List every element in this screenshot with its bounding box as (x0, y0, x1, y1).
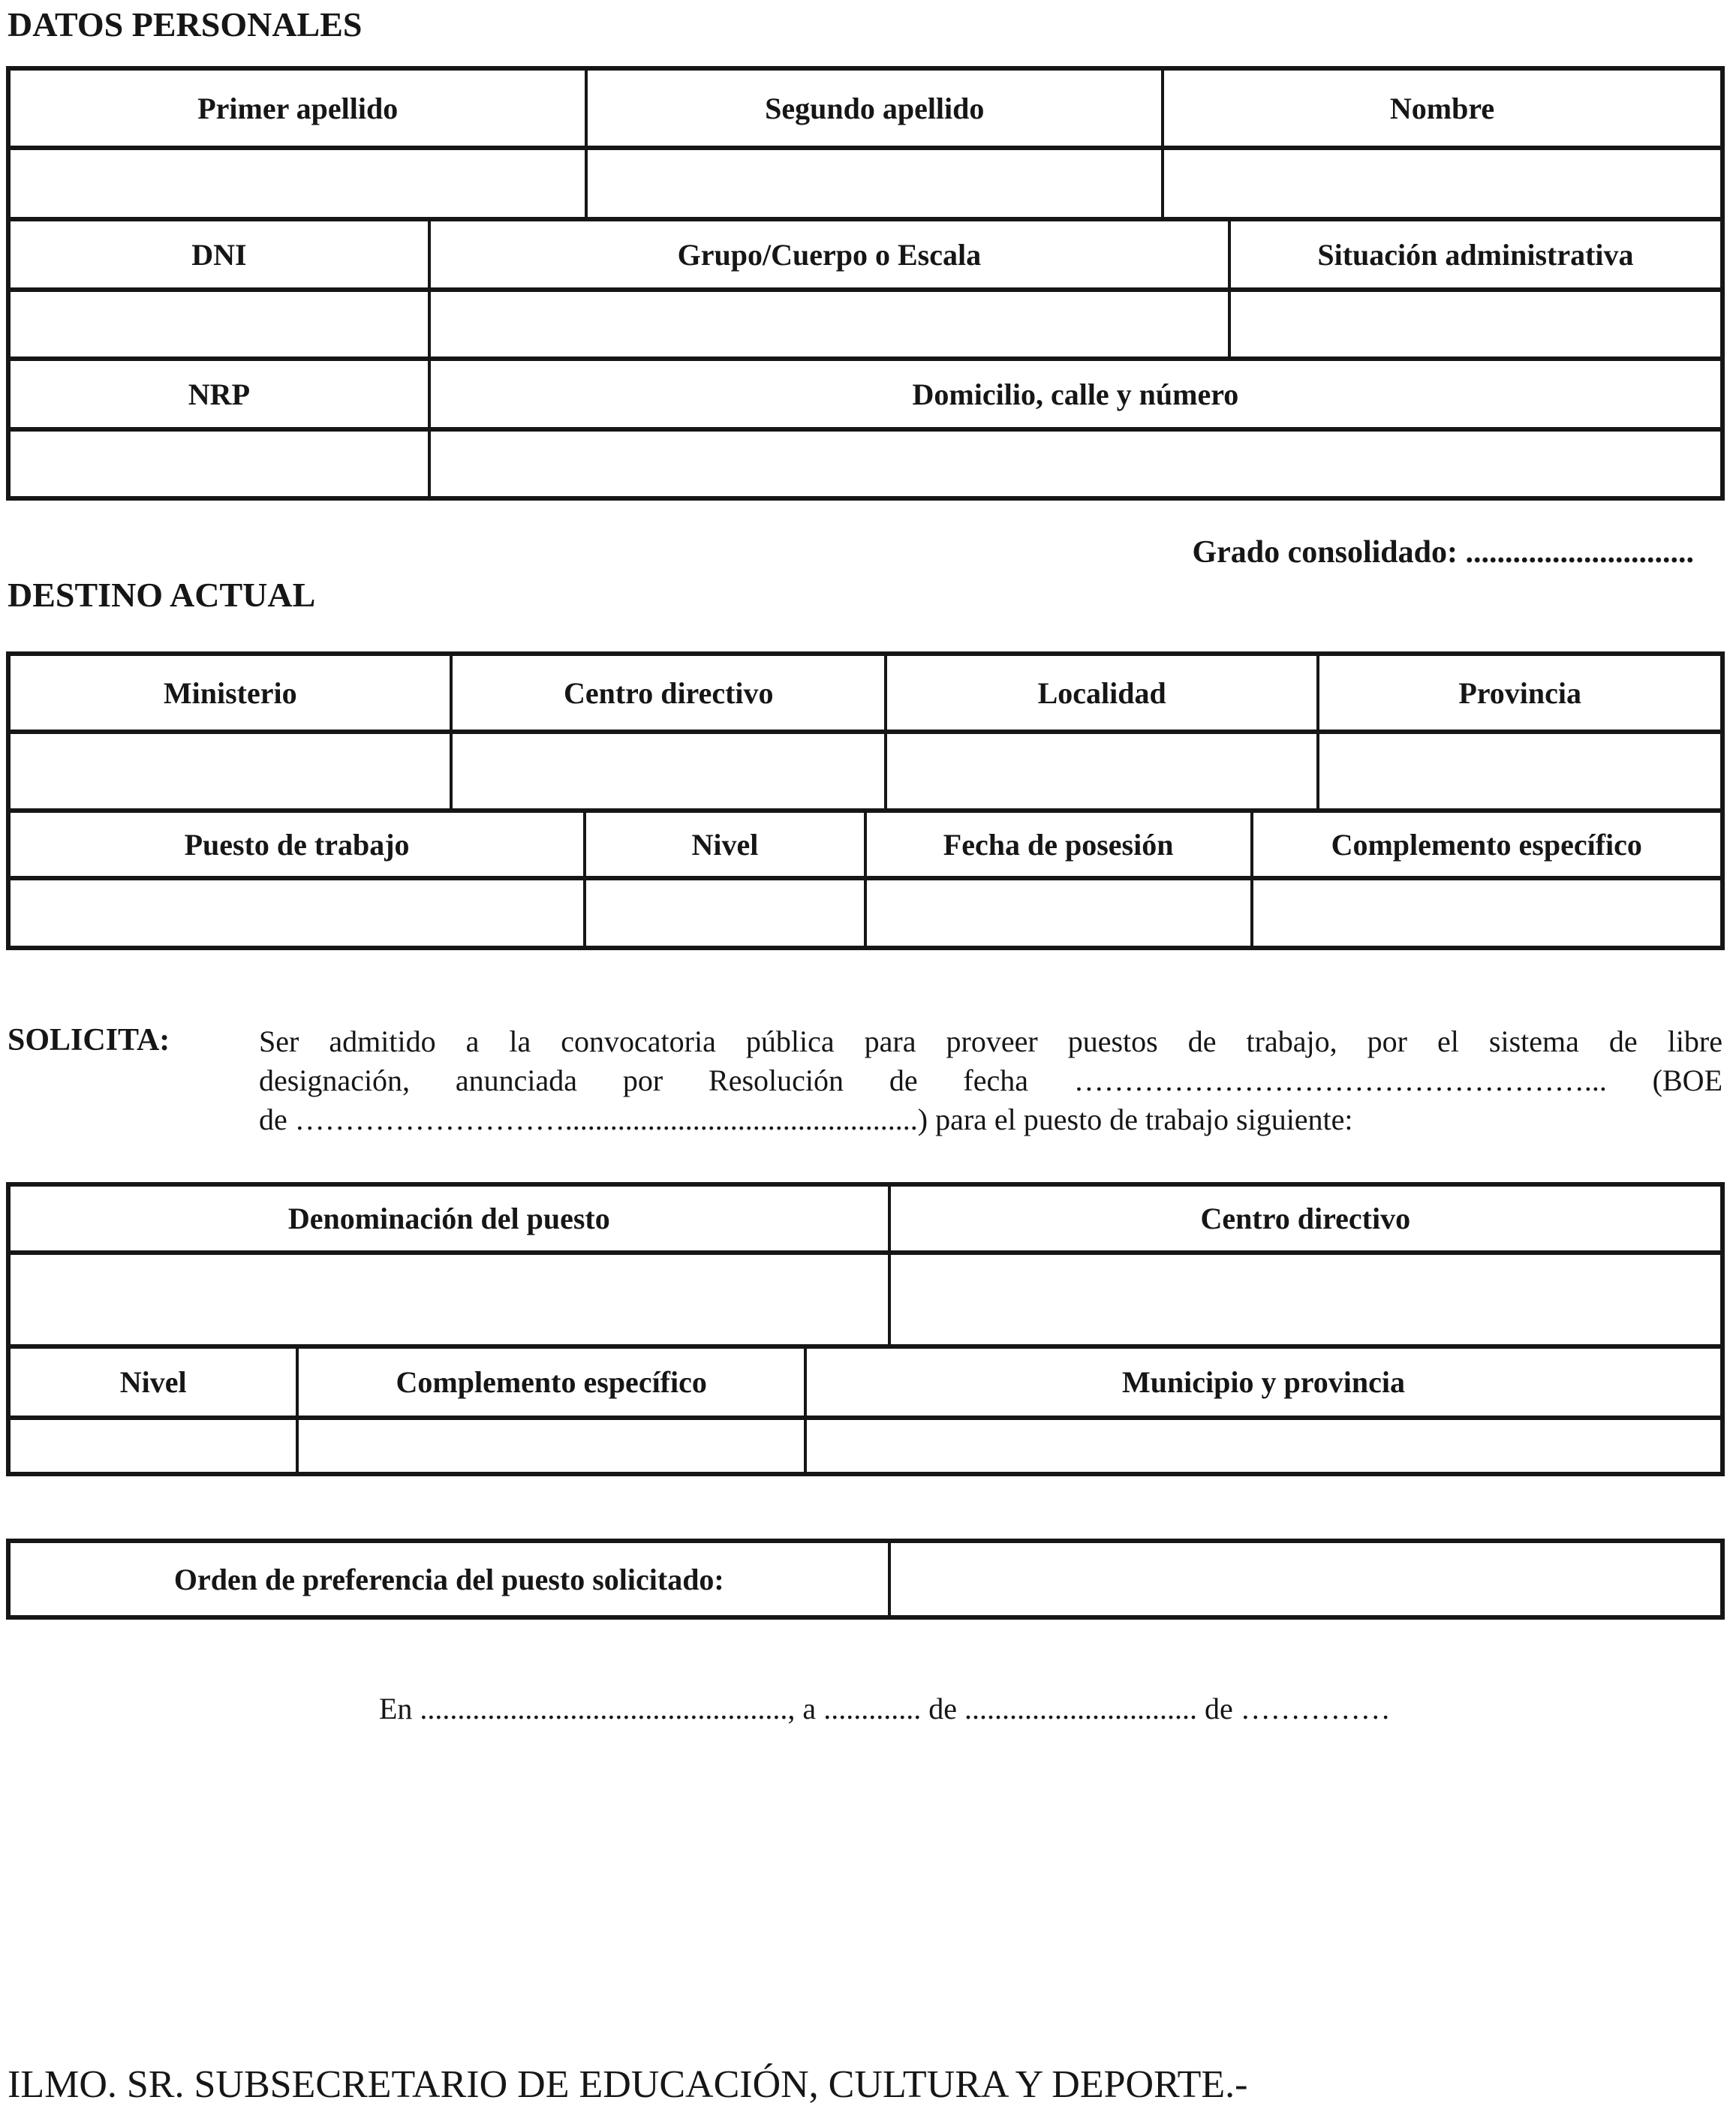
field-centro-directivo-solicitado[interactable] (888, 1255, 1720, 1344)
table-row (11, 146, 1720, 217)
section-title-destino-actual: DESTINO ACTUAL (8, 576, 316, 614)
header-label: Ministerio (163, 675, 297, 710)
header-label: Nivel (119, 1365, 187, 1399)
field-complemento-especifico-solicitado[interactable] (296, 1420, 804, 1472)
table-row (11, 876, 1720, 946)
header-fecha-de-posesion (864, 813, 1250, 876)
solicita-line-1: Ser admitido a la convocatoria pública para proveer puestos de trabajo, por el sistema de libre (259, 1024, 1722, 1058)
solicita-paragraph (259, 1022, 1722, 1139)
header-label: Complemento específico (396, 1365, 707, 1399)
header-orden-de-preferencia (11, 1543, 888, 1615)
field-municipio-y-provincia[interactable] (804, 1420, 1720, 1472)
addressee-line: ILMO. SR. SUBSECRETARIO DE EDUCACIÓN, CULTURA Y DEPORTE.- (8, 2063, 1248, 2106)
field-denominacion-del-puesto[interactable] (11, 1255, 888, 1344)
header-label: Segundo apellido (765, 91, 985, 125)
header-localidad (884, 656, 1316, 730)
field-puesto-de-trabajo[interactable] (11, 880, 583, 946)
header-puesto-de-trabajo (11, 813, 583, 876)
field-orden-de-preferencia[interactable] (888, 1543, 1720, 1615)
header-provincia (1316, 656, 1720, 730)
header-nombre (1161, 71, 1720, 146)
solicita-line-3: de ………………………...............................................) para el puesto de trabajo siguiente: (259, 1103, 1353, 1136)
table-row (11, 1344, 1720, 1416)
section-title-datos-personales: DATOS PERSONALES (8, 5, 363, 44)
field-localidad[interactable] (884, 734, 1316, 808)
header-dni (11, 221, 428, 287)
solicita-label: SOLICITA: (8, 1023, 170, 1058)
header-complemento-especifico (1250, 813, 1720, 876)
datos-personales-table (6, 66, 1725, 501)
field-nivel-solicitado[interactable] (11, 1420, 296, 1472)
header-centro-directivo (450, 656, 884, 730)
header-label: Grupo/Cuerpo o Escala (677, 237, 982, 272)
header-situacion-administrativa (1228, 221, 1720, 287)
field-fecha-de-posesion[interactable] (864, 880, 1250, 946)
header-label: Centro directivo (1200, 1202, 1411, 1235)
header-label: Nombre (1389, 91, 1495, 125)
header-label: Municipio y provincia (1121, 1365, 1406, 1399)
header-label: Puesto de trabajo (184, 827, 410, 862)
header-label: NRP (188, 377, 251, 411)
field-ministerio[interactable] (11, 734, 450, 808)
header-nivel (583, 813, 864, 876)
field-dni[interactable] (11, 292, 428, 357)
grado-consolidado-line: Grado consolidado: ............................. (1192, 535, 1694, 570)
table-row (11, 1416, 1720, 1472)
field-grupo-cuerpo-escala[interactable] (428, 292, 1228, 357)
table-row (11, 287, 1720, 357)
header-label: DNI (191, 237, 247, 272)
header-label: Nivel (691, 827, 759, 862)
header-label: Denominación del puesto (287, 1202, 610, 1235)
header-label: Localidad (1037, 675, 1166, 710)
field-domicilio[interactable] (428, 432, 1720, 496)
field-nombre[interactable] (1161, 150, 1720, 217)
header-label: Situación administrativa (1317, 237, 1634, 272)
header-denominacion-del-puesto (11, 1187, 888, 1250)
field-nivel[interactable] (583, 880, 864, 946)
field-complemento-especifico[interactable] (1250, 880, 1720, 946)
table-row (11, 1187, 1720, 1250)
place-date-line: En ................................................., a ............. de ............................... de …………… (379, 1692, 1391, 1725)
table-row (11, 357, 1720, 427)
header-nivel-solicitado (11, 1349, 296, 1416)
header-label: Domicilio, calle y número (912, 377, 1239, 411)
header-ministerio (11, 656, 450, 730)
header-label: Orden de preferencia del puesto solicitado: (173, 1562, 724, 1596)
header-centro-directivo-solicitado (888, 1187, 1720, 1250)
table-row (11, 808, 1720, 876)
field-provincia[interactable] (1316, 734, 1720, 808)
field-segundo-apellido[interactable] (585, 150, 1161, 217)
table-row (11, 730, 1720, 808)
header-label: Fecha de posesión (943, 827, 1174, 862)
field-nrp[interactable] (11, 432, 428, 496)
header-label: Provincia (1458, 675, 1582, 710)
header-segundo-apellido (585, 71, 1161, 146)
header-domicilio (428, 361, 1720, 427)
header-grupo-cuerpo-escala (428, 221, 1228, 287)
table-row (11, 656, 1720, 730)
header-label: Primer apellido (197, 91, 399, 125)
puesto-solicitado-table (6, 1182, 1725, 1476)
table-row (11, 217, 1720, 287)
table-row (11, 1543, 1720, 1615)
field-situacion-administrativa[interactable] (1228, 292, 1720, 357)
header-label: Centro directivo (563, 675, 774, 710)
header-municipio-y-provincia (804, 1349, 1720, 1416)
solicita-line-2: designación, anunciada por Resolución de fecha ……………………………………………... (BOE (259, 1064, 1722, 1097)
destino-actual-table (6, 651, 1725, 950)
orden-preferencia-table (6, 1539, 1725, 1620)
table-row (11, 1250, 1720, 1344)
header-label: Complemento específico (1331, 827, 1642, 862)
field-centro-directivo[interactable] (450, 734, 884, 808)
header-complemento-especifico-solicitado (296, 1349, 804, 1416)
field-primer-apellido[interactable] (11, 150, 585, 217)
header-nrp (11, 361, 428, 427)
header-primer-apellido (11, 71, 585, 146)
table-row (11, 427, 1720, 496)
table-row (11, 71, 1720, 146)
